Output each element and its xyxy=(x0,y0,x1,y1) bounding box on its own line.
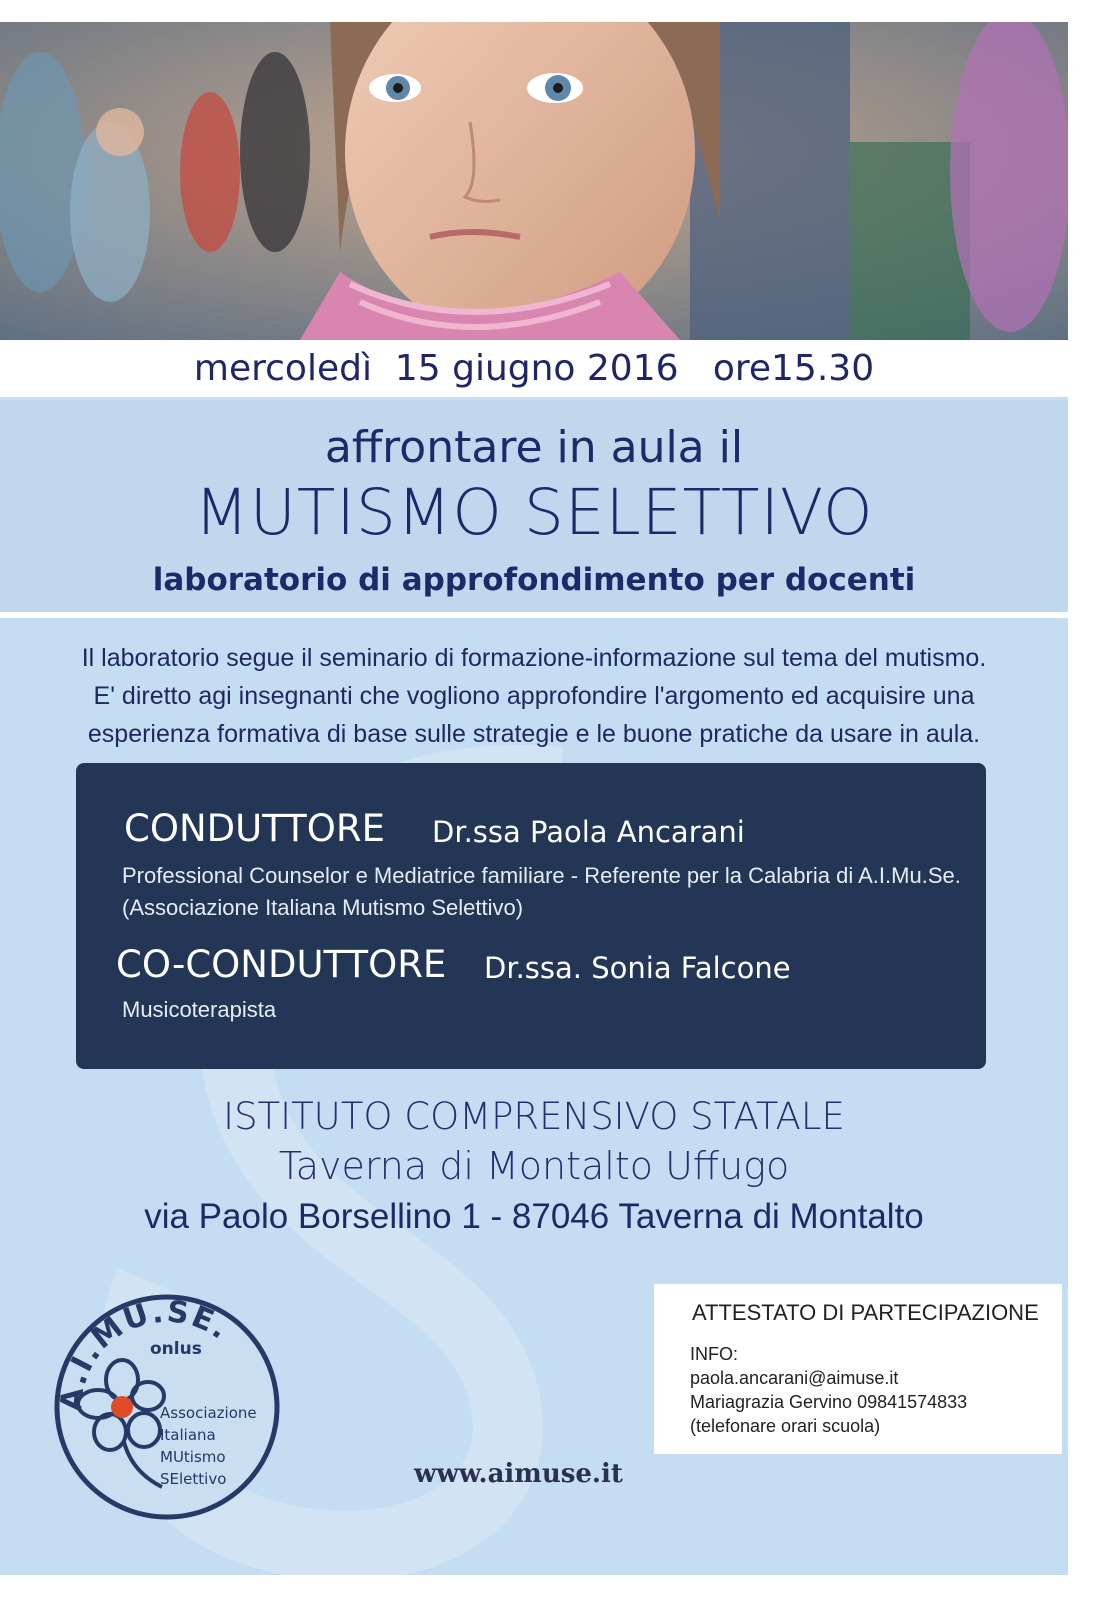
info-phone: Mariagrazia Gervino 09841574833 xyxy=(690,1392,968,1412)
description-line: Il laboratorio segue il seminario di formazione-informazione sul tema del mutismo. xyxy=(81,644,987,672)
info-label: INFO: xyxy=(690,1344,738,1364)
conductor-name: Dr.ssa Paola Ancarani xyxy=(432,815,745,849)
conductor-description: Professional Counselor e Mediatrice familiare - Referente per la Calabria di A.I.Mu.Se. xyxy=(122,863,961,888)
header-photo xyxy=(0,22,1068,340)
event-date: mercoledì 15 giugno 2016 ore15.30 xyxy=(193,348,875,389)
co-conductor-description: Musicoterapista xyxy=(122,997,277,1022)
subtitle: laboratorio di approfondimento per docenti xyxy=(152,562,916,598)
conductor-association: (Associazione Italiana Mutismo Selettivo) xyxy=(122,895,524,920)
logo-line: MUtismo xyxy=(160,1448,226,1466)
logo-line: Associazione xyxy=(160,1404,257,1422)
child-photo-illustration xyxy=(0,22,1068,340)
venue-institute: ISTITUTO COMPRENSIVO STATALE xyxy=(223,1095,845,1138)
logo-line: Italiana xyxy=(160,1426,216,1444)
website-link[interactable]: www.aimuse.it xyxy=(414,1459,623,1489)
title-intro: affrontare in aula il xyxy=(324,422,744,473)
main-title: MUTISMO SELETTIVO xyxy=(194,476,874,549)
divider xyxy=(0,612,1068,618)
conductors-box xyxy=(76,763,986,1069)
logo-line: SElettivo xyxy=(160,1470,227,1488)
info-contacts xyxy=(690,1342,967,1438)
logo-emblem xyxy=(52,1292,282,1522)
info-note: (telefonare orari scuola) xyxy=(690,1416,881,1436)
title-band xyxy=(0,400,1068,613)
event-date-band xyxy=(0,340,1068,397)
logo-onlus: onlus xyxy=(150,1339,202,1359)
description-line: E' diretto agi insegnanti che vogliono approfondire l'argomento ed acquisire una xyxy=(93,682,975,710)
info-box xyxy=(654,1284,1062,1454)
co-conductor-role: CO-CONDUTTORE xyxy=(116,943,447,986)
logo-arc-text: A.I.MU.SE. xyxy=(54,1294,237,1413)
certificate-heading: ATTESTATO DI PARTECIPAZIONE xyxy=(692,1300,1039,1325)
conductor-role: CONDUTTORE xyxy=(124,807,385,850)
co-conductor-name: Dr.ssa. Sonia Falcone xyxy=(484,951,791,985)
venue-location: Taverna di Montalto Uffugo xyxy=(278,1144,790,1188)
poster xyxy=(0,22,1068,1575)
aimuse-logo xyxy=(52,1292,282,1522)
description-line: esperienza formativa di base sulle strategie e le buone pratiche da usare in aula. xyxy=(87,720,981,748)
venue-address: via Paolo Borsellino 1 - 87046 Taverna di Montalto xyxy=(144,1197,924,1236)
description xyxy=(30,639,1038,753)
info-email[interactable]: paola.ancarani@aimuse.it xyxy=(690,1368,899,1388)
